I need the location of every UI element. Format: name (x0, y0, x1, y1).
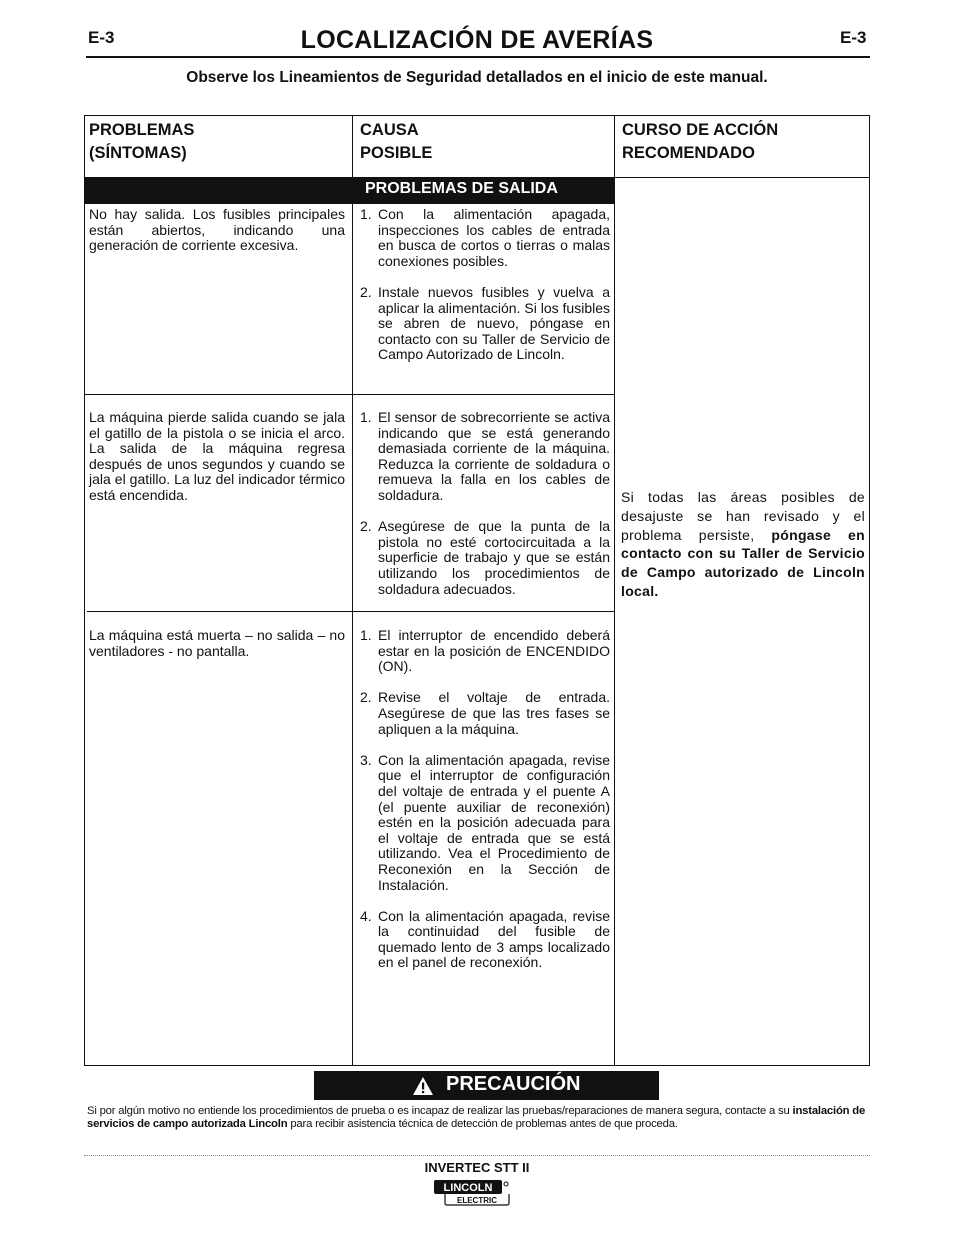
cause-item: 1. Con la alimentación apagada, inspecciones los cables de entrada en busca de cortos o tierras o malas conexiones posibles. (360, 206, 610, 269)
svg-text:ELECTRIC: ELECTRIC (457, 1196, 497, 1205)
title-divider (86, 56, 870, 58)
footer-divider (84, 1155, 870, 1156)
cause-item: 1. El sensor de sobrecorriente se activa indicando que se está generando demasiada corriente de la máquina. Reduzca la corriente de soldadura o remueva la falla en los cables de soldadura. (360, 409, 610, 503)
cause-list (360, 410, 610, 613)
cause-item: 4. Con la alimentación apagada, revise la continuidad del fusible de quemado lento de 3 amps localizado en el panel de reconexión. (360, 907, 610, 971)
column-divider (352, 115, 353, 1066)
problem-cell: No hay salida. Los fusibles principales están abiertos, indicando una generación de corriente excesiva. (89, 206, 345, 254)
column-divider (614, 115, 615, 1066)
warning-triangle-icon (412, 1076, 434, 1096)
page-title: LOCALIZACIÓN DE AVERÍAS (300, 26, 654, 54)
cause-item: 2. Instale nuevos fusibles y vuelva a aplicar la alimentación. Si los fusibles se abren de nuevo, póngase en contacto con su Taller de Servicio de Campo Autorizado de Lincoln. (360, 283, 610, 363)
cause-list (360, 207, 610, 379)
product-name: INVERTEC STT II (424, 1160, 530, 1175)
cause-item: 3. Con la alimentación apagada, revise que el interruptor de configuración del voltaje de entrada y el puente A (el puente auxiliar de reconexión) estén en la posición adecuada para el voltaje de entrada que se está utilizando. Vea el Procedimiento de Reconexión en la Sección de Instalación. (360, 751, 610, 893)
section-divider (85, 203, 615, 204)
problem-cell: La máquina está muerta – no salida – no ventiladores - no pantalla. (89, 627, 345, 659)
page-code-left: E-3 (88, 28, 115, 47)
cause-item: 2. Revise el voltaje de entrada. Asegúrese de que las tres fases se apliquen a la máquina. (360, 689, 610, 737)
cause-list (360, 628, 610, 987)
svg-text:LINCOLN: LINCOLN (443, 1182, 493, 1194)
section-title: PROBLEMAS DE SALIDA (365, 180, 558, 197)
recommended-action: Si todas las áreas posibles de desajuste se han revisado y el problema persiste, póngase en contacto con su Taller de Servicio de Campo autorizado de Lincoln local. (621, 489, 865, 599)
problem-cell: La máquina pierde salida cuando se jala el gatillo de la pistola o se inicia el arco. La salida de la máquina regresa después de unos segundos y cuando se jala el gatillo. La luz del indicador térmico está encendida. (89, 409, 345, 503)
row-divider (85, 394, 615, 395)
column-header-cause: CAUSA POSIBLE (360, 121, 433, 162)
column-header-action: CURSO DE ACCIÓN RECOMENDADO (622, 121, 779, 162)
cause-item: 1. El interruptor de encendido deberá estar en la posición de ENCENDIDO (ON). (360, 627, 610, 675)
lincoln-electric-logo (433, 1179, 511, 1207)
safety-note: Observe los Lineamientos de Seguridad detallados en el inicio de este manual. (186, 69, 768, 86)
caution-text: Si por algún motivo no entiende los procedimientos de prueba o es incapaz de realizar las pruebas/reparaciones de manera segura, contacte a su instalación de servicios de campo autorizada Lincoln para recibir asistencia técnica de detección de problemas antes de que proceda. (87, 1105, 866, 1130)
cause-item: 2. Asegúrese de que la punta de la pistola no esté cortocircuitada a la superficie de trabajo y que se están utilizando los procedimientos de soldadura adecuados. (360, 518, 610, 597)
column-header-problems: PROBLEMAS (SÍNTOMAS) (89, 121, 195, 162)
page-code-right: E-3 (840, 28, 867, 47)
caution-label: PRECAUCIÓN (446, 1073, 581, 1095)
